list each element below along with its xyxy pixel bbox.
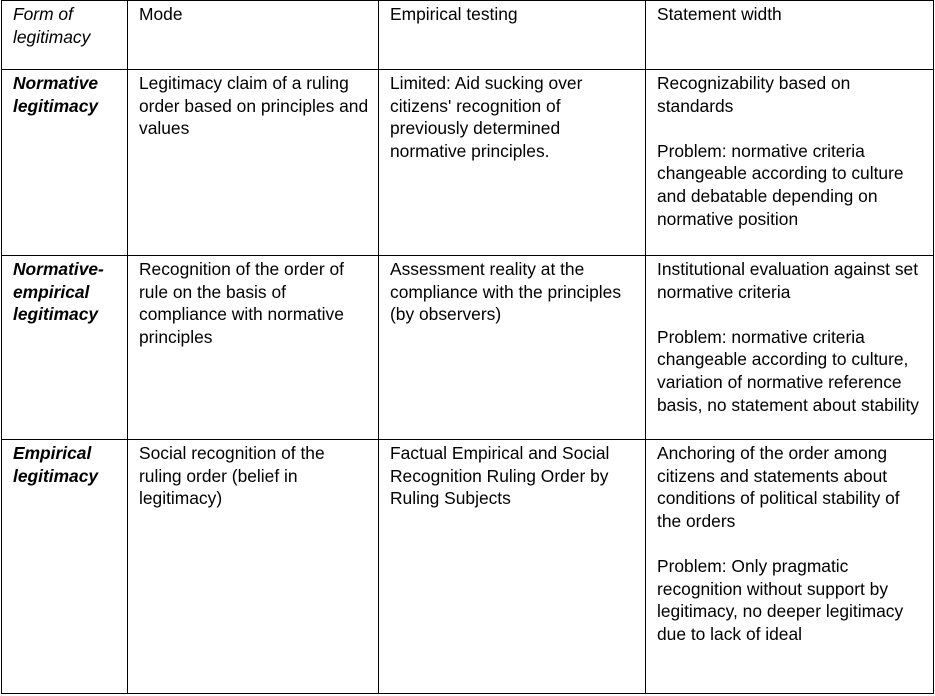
cell-statement-width xyxy=(646,440,934,694)
statement-text: Institutional evaluation against set normative criteria xyxy=(657,259,919,302)
row-label-empirical: Empirical legitimacy xyxy=(2,440,128,694)
problem-text: Problem: Only pragmatic recognition without support by legitimacy, no deeper legitimacy due to lack of ideal xyxy=(657,555,904,644)
legitimacy-comparison-table xyxy=(1,0,934,694)
statement-text: Recognizability based on standards xyxy=(657,73,851,116)
table-row xyxy=(2,440,934,694)
table-header-row xyxy=(2,1,934,70)
cell-mode: Recognition of the order of rule on the basis of compliance with normative principles xyxy=(128,256,379,440)
cell-statement-width xyxy=(646,256,934,440)
cell-empirical-testing: Limited: Aid sucking over citizens' recognition of previously determined normative principles. xyxy=(379,70,646,256)
cell-empirical-testing: Assessment reality at the compliance with the principles (by observers) xyxy=(379,256,646,440)
row-label-normative: Normative legitimacy xyxy=(2,70,128,256)
cell-mode: Legitimacy claim of a ruling order based on principles and values xyxy=(128,70,379,256)
table-row xyxy=(2,256,934,440)
row-label-normative-empirical: Normative-empirical legitimacy xyxy=(2,256,128,440)
problem-text: Problem: normative criteria changeable according to culture and debatable depending on normative position xyxy=(657,140,904,229)
cell-statement-width xyxy=(646,70,934,256)
header-mode: Mode xyxy=(128,1,379,70)
cell-empirical-testing: Factual Empirical and Social Recognition Ruling Order by Ruling Subjects xyxy=(379,440,646,694)
header-empirical-testing: Empirical testing xyxy=(379,1,646,70)
header-form-of-legitimacy: Form of legitimacy xyxy=(2,1,128,70)
header-statement-width: Statement width xyxy=(646,1,934,70)
table-row xyxy=(2,70,934,256)
statement-text: Anchoring of the order among citizens and statements about conditions of political stability of the orders xyxy=(657,443,900,531)
cell-mode: Social recognition of the ruling order (belief in legitimacy) xyxy=(128,440,379,694)
problem-text: Problem: normative criteria changeable according to culture, variation of normative reference basis, no statement about stability xyxy=(657,326,919,415)
